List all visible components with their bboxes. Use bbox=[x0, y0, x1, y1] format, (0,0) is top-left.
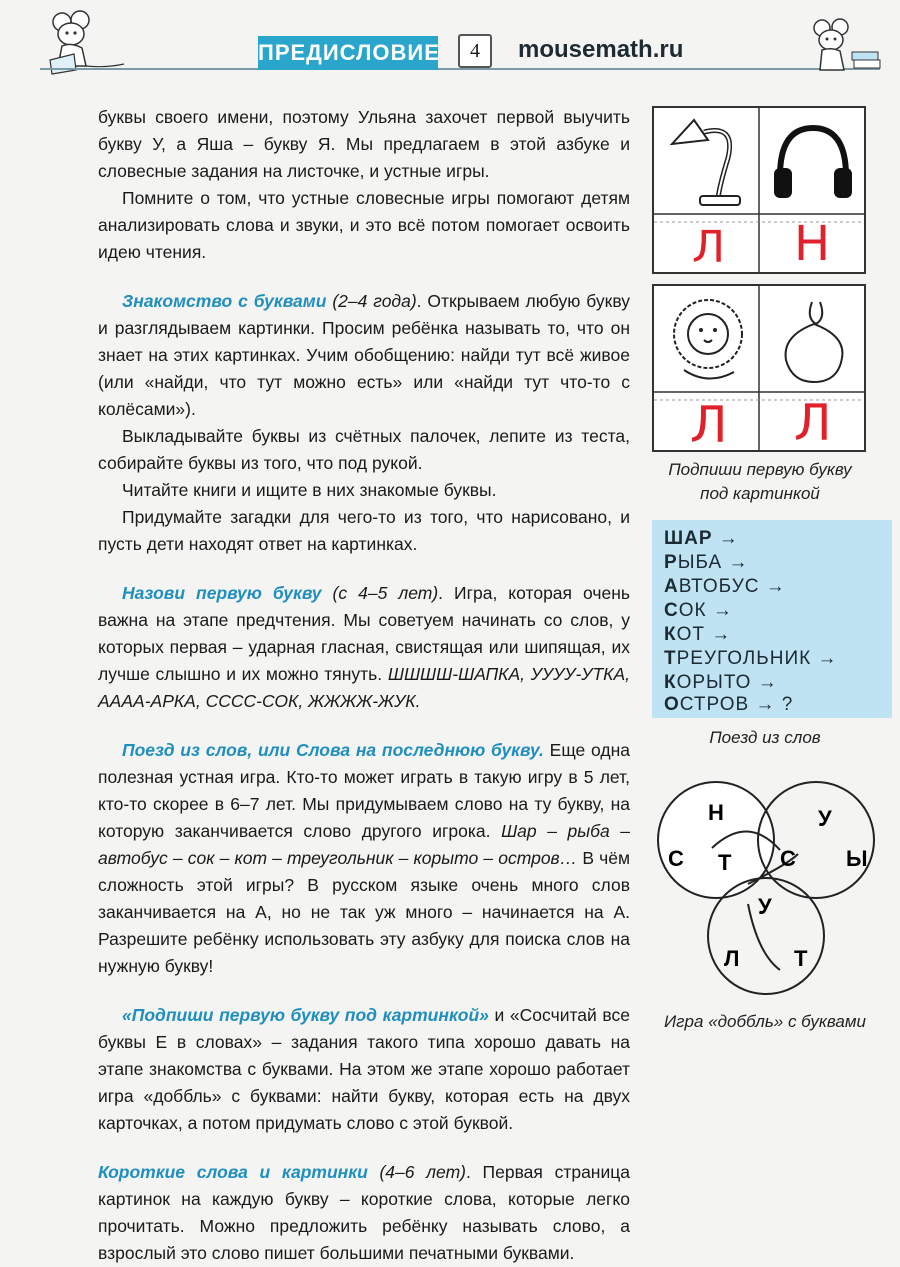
train-word: КОТ → bbox=[664, 624, 732, 645]
section-title: ПРЕДИСЛОВИЕ bbox=[258, 36, 438, 70]
train-word: ШАР → bbox=[664, 528, 739, 549]
paragraph-text: . Открываем любую букву и разглядываем картинки. Просим ребёнка называть то, что он знает на этих картинках. Учим обобщению: найди тут всё живое (или «найди, что тут можно есть» или «найди тут что-то с колёсами»). bbox=[98, 291, 630, 419]
dobble-letter: Т bbox=[718, 850, 732, 875]
arrow-icon: → bbox=[712, 600, 733, 621]
paragraph-text: . Игра, которая очень важна на этапе предчтения. Мы советуем начинать со слов, у которых первая – ударная гласная, свистящая или шипящая, их лучше слышно и их можно тянуть. bbox=[98, 583, 630, 684]
handwritten-letter: Н bbox=[794, 216, 831, 272]
section-heading: Поезд из слов, или Слова на последнюю букву. bbox=[122, 740, 544, 760]
paragraph-text: . Первая страница картинок на каждую букву – короткие слова, которые легко прочитать. Можно предложить ребёнку называть слово, а взрослый это слово пишет большими печатными буквами. bbox=[98, 1162, 631, 1263]
paragraph: буквы своего имени, поэтому Ульяна захочет первой выучить букву У, а Яша – букву Я. Мы предлагаем в этой азбуке и словесные задания на листочке, и устные игры. bbox=[98, 107, 630, 181]
section-heading: Короткие слова и картинки bbox=[98, 1162, 368, 1182]
arrow-icon: → ? bbox=[755, 694, 794, 715]
caption-line: Подпиши первую букву bbox=[668, 460, 852, 479]
word-train-box bbox=[652, 520, 892, 718]
header-rule bbox=[40, 68, 880, 70]
age-range: (4–6 лет) bbox=[367, 1162, 466, 1182]
paragraph-text: В чём сложность этой игры? В русском языке очень много слов заканчивается на А, но не так уж много – начинается на А. Разрешите ребёнку использовать эту азбуку для поиска слов на нужную букву! bbox=[98, 848, 630, 976]
paragraph-text: и «Сосчитай все буквы Е в словах» – задания такого типа хорошо давать на этапе знакомства с буквами. На этом же этапе хорошо работает игра «доббль» с буквами: найти букву, которая есть на двух карточках, а потом придумать слово с этой буквой. bbox=[98, 1005, 630, 1133]
dobble-letter: Л bbox=[724, 946, 740, 971]
caption-line: под картинкой bbox=[700, 484, 820, 503]
arrow-icon: → bbox=[817, 648, 838, 669]
train-word: ОСТРОВ → ? bbox=[664, 694, 794, 715]
arrow-icon: → bbox=[757, 672, 778, 693]
handwritten-letter: Л bbox=[690, 396, 728, 454]
section-heading: Назови первую букву bbox=[122, 583, 322, 603]
figure-caption: Игра «доббль» с буквами bbox=[664, 1012, 866, 1031]
dobble-letter: Ы bbox=[846, 846, 868, 871]
handwritten-letter: Л bbox=[692, 222, 726, 273]
word-chain: Шар – рыба – автобус – сок – кот – треугольник – корыто – остров… bbox=[98, 821, 630, 868]
train-word: АВТОБУС → bbox=[664, 576, 786, 597]
dobble-letter: Т bbox=[794, 946, 808, 971]
paragraph: Читайте книги и ищите в них знакомые буквы. bbox=[122, 480, 497, 500]
dobble-letter: С bbox=[780, 846, 796, 871]
figure-caption: Поезд из слов bbox=[709, 728, 821, 747]
train-word: РЫБА → bbox=[664, 552, 749, 573]
paragraph: Выкладывайте буквы из счётных палочек, лепите из теста, собирайте буквы из того, что под рукой. bbox=[98, 426, 630, 473]
paragraph-text: Еще одна полезная устная игра. Кто-то может играть в такую игру в 5 лет, кто-то скорее в 6–7 лет. Мы придумываем слово на ту букву, на которую заканчивается слово другого игрока. bbox=[98, 740, 630, 841]
lion-icon bbox=[664, 292, 752, 388]
site-name: mousemath.ru bbox=[518, 36, 684, 63]
dobble-letter: С bbox=[668, 846, 684, 871]
arrow-icon: → bbox=[765, 576, 786, 597]
section-heading: «Подпиши первую букву под картинкой» bbox=[122, 1005, 489, 1025]
section-knowing-letters bbox=[98, 288, 630, 423]
age-range: (2–4 года) bbox=[326, 291, 417, 311]
handwritten-letter: Л bbox=[794, 394, 832, 452]
dobble-letter: Н bbox=[708, 800, 724, 825]
dobble-letter: У bbox=[818, 806, 832, 831]
section-word-train bbox=[98, 737, 630, 980]
picture-card-lamp-headphones bbox=[652, 106, 866, 274]
section-short-words bbox=[98, 1159, 630, 1267]
paragraph: Придумайте загадки для чего-то из того, что нарисовано, и пусть дети находят ответ на картинках. bbox=[98, 507, 630, 554]
train-word: ТРЕУГОЛЬНИК → bbox=[664, 648, 838, 669]
arrow-icon: → bbox=[728, 552, 749, 573]
train-word: СОК → bbox=[664, 600, 733, 621]
page-header bbox=[0, 0, 900, 100]
age-range: (с 4–5 лет) bbox=[321, 583, 439, 603]
onion-icon bbox=[776, 296, 852, 386]
main-text-column bbox=[98, 104, 630, 1267]
page-number: 4 bbox=[458, 34, 492, 68]
section-first-letter bbox=[98, 580, 630, 715]
dobble-cards-diagram bbox=[648, 774, 888, 1010]
picture-card-lion-onion bbox=[652, 284, 866, 452]
mouse-with-books-icon bbox=[800, 18, 890, 80]
arrow-icon: → bbox=[711, 624, 732, 645]
section-heading: Знакомство с буквами bbox=[122, 291, 327, 311]
lamp-icon bbox=[664, 114, 750, 210]
examples: ШШШШ-ШАПКА, УУУУ-УТКА, АААА-АРКА, СССС-СОК, ЖЖЖЖ-ЖУК. bbox=[98, 664, 630, 711]
headphones-icon bbox=[770, 120, 856, 206]
figure-caption bbox=[645, 458, 875, 506]
arrow-icon: → bbox=[718, 528, 739, 549]
section-sign-first-letter bbox=[98, 1002, 630, 1137]
dobble-letter: У bbox=[758, 894, 772, 919]
paragraph: Помните о том, что устные словесные игры помогают детям анализировать слова и звуки, и это всё потом помогает освоить идею чтения. bbox=[98, 188, 630, 262]
train-word: КОРЫТО → bbox=[664, 672, 778, 693]
